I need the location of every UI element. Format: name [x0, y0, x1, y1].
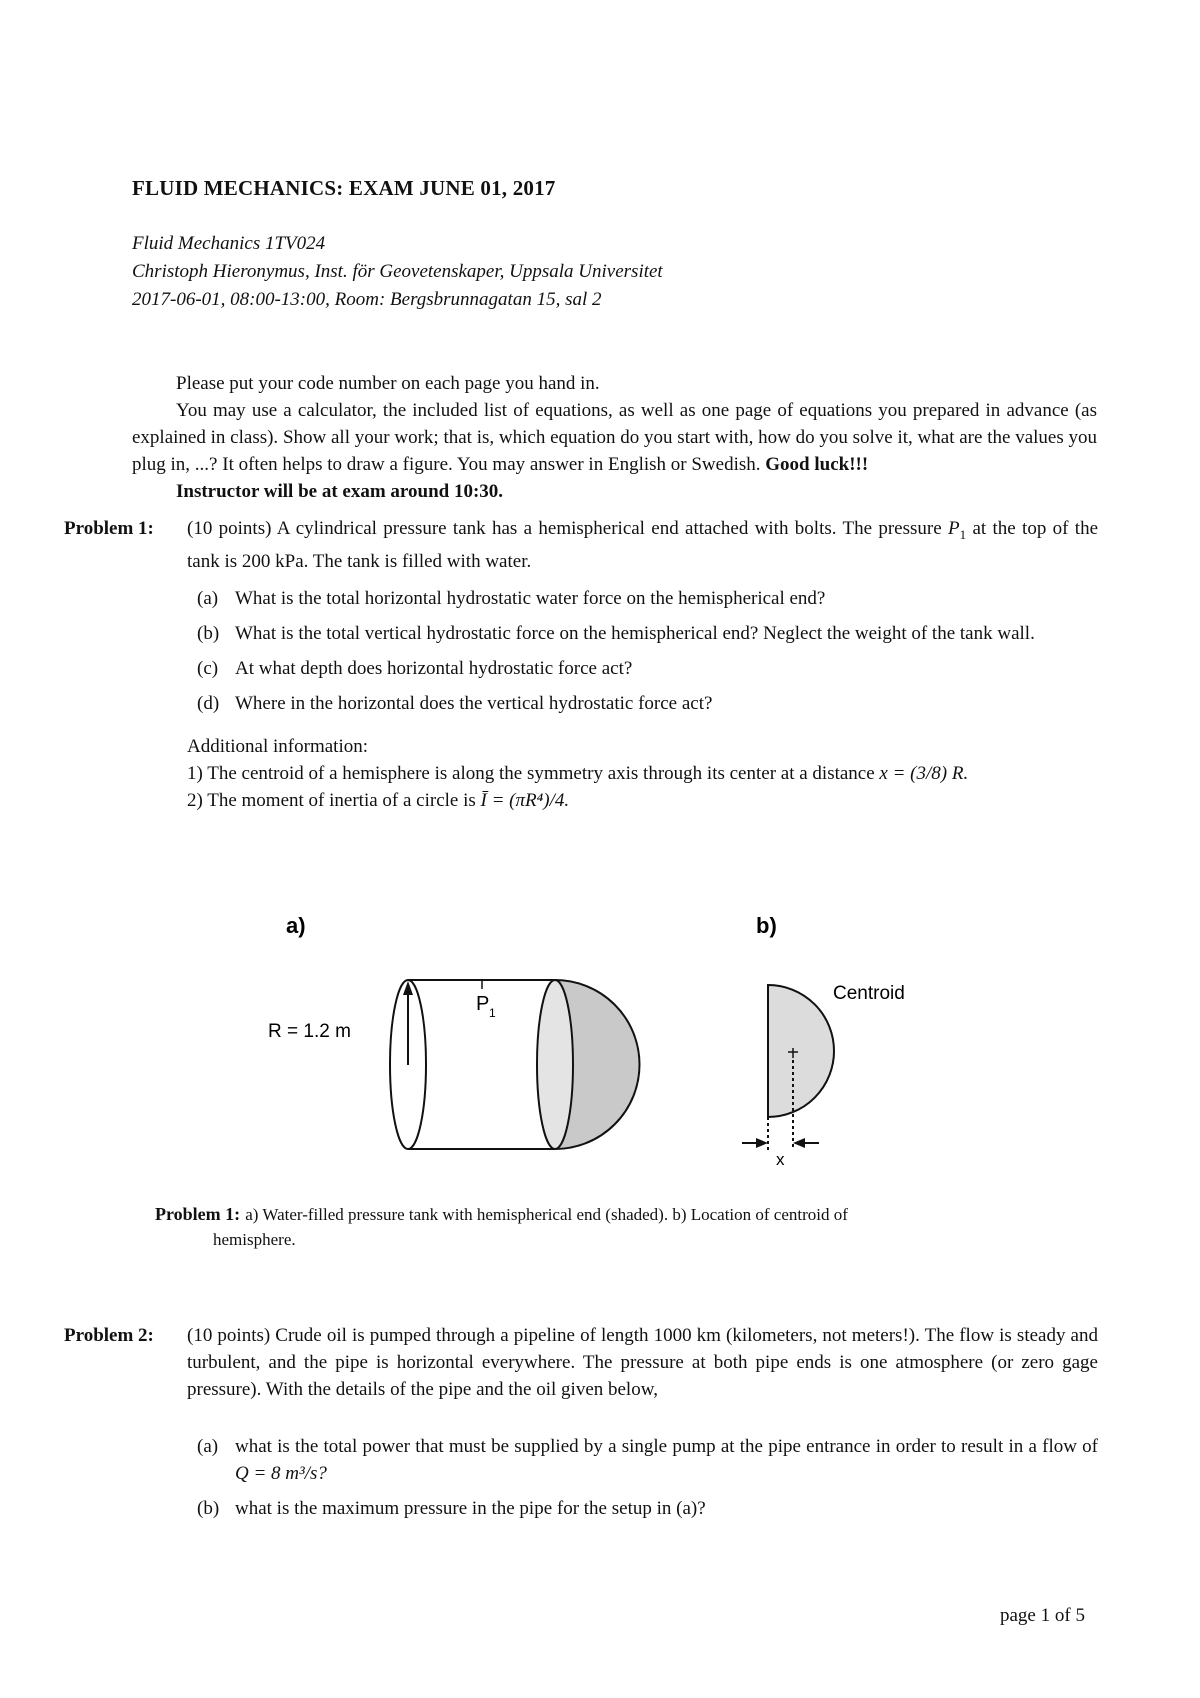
- caption-line-2: hemisphere.: [213, 1230, 296, 1249]
- hemisphere-section: [768, 985, 834, 1117]
- problem-2-parts: [187, 1433, 1098, 1522]
- exam-meta: [132, 230, 663, 314]
- caption-label: Problem 1:: [155, 1204, 241, 1224]
- exam-title: FLUID MECHANICS: EXAM JUNE 01, 2017: [132, 176, 556, 200]
- problem-1-parts: [187, 585, 1098, 717]
- problem-2-part-a: (a) what is the total power that must be supplied by a single pump at the pipe entrance in order to result in a flow of Q = 8 m³/s?: [197, 1436, 1098, 1484]
- problem-1-part-b: (b) What is the total vertical hydrostatic force on the hemispherical end? Neglect the weight of the tank wall.: [197, 622, 1035, 644]
- figure-label-a: a): [286, 913, 306, 938]
- joint-ellipse: [537, 980, 573, 1149]
- figure-svg: [250, 905, 1050, 1185]
- instructions: [132, 370, 1097, 505]
- problem-2-label: Problem 2:: [64, 1325, 154, 1346]
- centroid-label: Centroid: [833, 983, 905, 1004]
- instructor-line: Christoph Hieronymus, Inst. för Geovetenskaper, Uppsala Universitet: [132, 261, 663, 282]
- p1-symbol: $P_1$: [948, 518, 967, 542]
- instruction-rules: You may use a calculator, the included list of equations, as well as one page of equations you prepared in advance (as explained in class). Show all your work; that is, which equation do you start with, how do you solve it, what are the values you plug in, ...? It often helps to draw a figure. You may answer in English or Swedish. Good luck!!!: [132, 400, 1097, 475]
- problem-1: [64, 515, 1098, 814]
- instruction-code-number: Please put your code number on each page you hand in.: [176, 373, 600, 394]
- additional-info-2: 2) The moment of inertia of a circle is Ī = (πR⁴)/4.: [187, 789, 570, 811]
- problem-1-label: Problem 1:: [64, 518, 154, 539]
- p1-label: P: [476, 993, 490, 1015]
- figure-label-b: b): [756, 913, 777, 938]
- page-number: page 1 of 5: [1000, 1605, 1085, 1626]
- good-luck: Good luck!!!: [765, 454, 869, 475]
- p1-subscript: 1: [489, 1006, 496, 1020]
- x-arrow-right-head: [793, 1138, 805, 1148]
- course-line: Fluid Mechanics 1TV024: [132, 233, 326, 254]
- problem-2-body: (10 points) Crude oil is pumped through a pipeline of length 1000 km (kilometers, not meters!). The flow is steady and turbulent, and the pipe is horizontal everywhere. The pressure at both pipe ends is one atmosphere (or zero gage pressure). With the details of the pipe and the oil given below,: [187, 1325, 1098, 1400]
- additional-info-1: 1) The centroid of a hemisphere is along the symmetry axis through its center at a distance x = (3/8) R.: [187, 762, 969, 784]
- problem-2: [64, 1322, 1098, 1530]
- x-label: x: [776, 1150, 785, 1169]
- problem-1-part-d: (d) Where in the horizontal does the vertical hydrostatic force act?: [197, 692, 713, 714]
- problem-1-part-c: (c) At what depth does horizontal hydrostatic force act?: [197, 657, 633, 679]
- problem-2-part-b: (b) what is the maximum pressure in the pipe for the setup in (a)?: [197, 1498, 706, 1519]
- radius-label: R = 1.2 m: [268, 1021, 351, 1042]
- additional-information: [187, 733, 1098, 814]
- figure-caption: [155, 1202, 1035, 1252]
- instructor-note: Instructor will be at exam around 10:30.: [176, 481, 504, 502]
- caption-line-1: a) Water-filled pressure tank with hemispherical end (shaded). b) Location of centroid of: [245, 1205, 848, 1224]
- datetime-room-line: 2017-06-01, 08:00-13:00, Room: Bergsbrunnagatan 15, sal 2: [132, 289, 602, 310]
- problem-1-body: (10 points) A cylindrical pressure tank has a hemispherical end attached with bolts. The pressure $P_1$ at the top of the tank is 200 kPa. The tank is filled with water.: [187, 518, 1099, 572]
- x-arrow-left-head: [756, 1138, 768, 1148]
- problem-1-part-a: (a) What is the total horizontal hydrostatic water force on the hemispherical end?: [197, 587, 826, 609]
- figure-problem-1: [250, 905, 1050, 1185]
- additional-info-title: Additional information:: [187, 735, 369, 757]
